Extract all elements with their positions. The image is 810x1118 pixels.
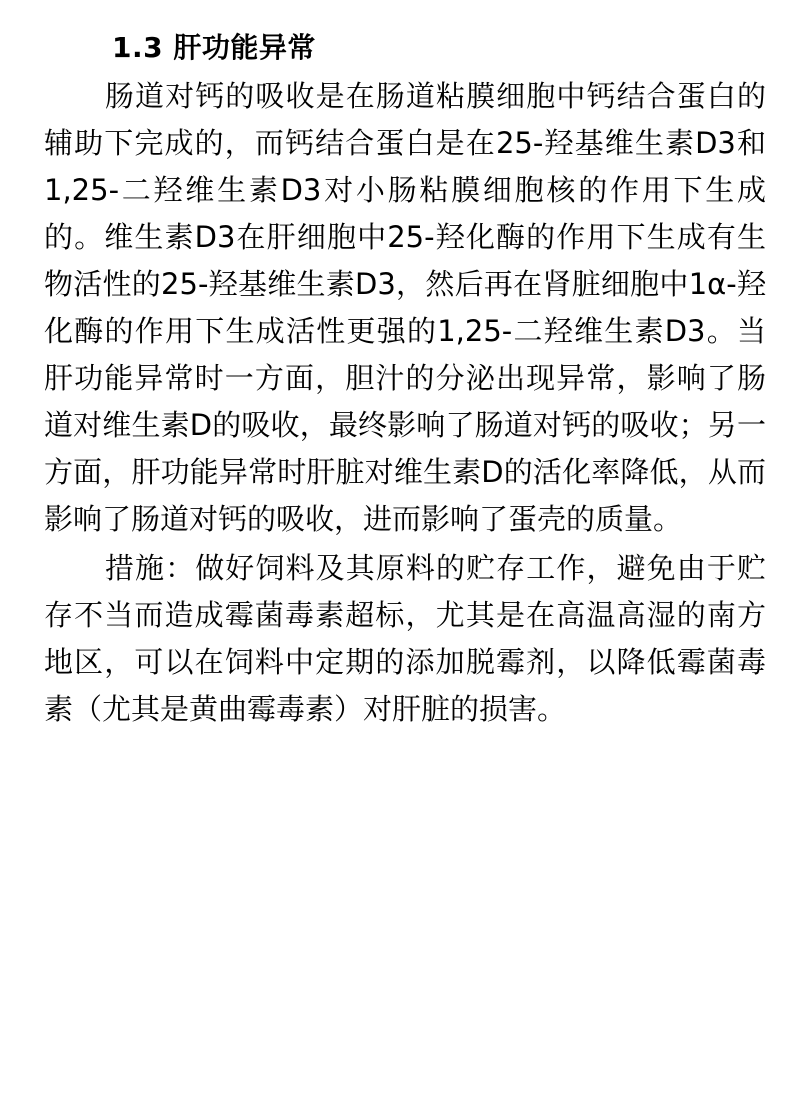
section-heading: 1.3 肝功能异常	[112, 31, 316, 64]
paragraph: 肠道对钙的吸收是在肠道粘膜细胞中钙结合蛋白的辅助下完成的，而钙结合蛋白是在25-羟基维生素D3和1,25-二羟维生素D3对小肠粘膜细胞核的作用下生成的。维生素D3在肝细胞中25-羟化酶的作用下生成有生物活性的25-羟基维生素D3，然后再在肾脏细胞中1α-羟化酶的作用下生成活性更强的1,25-二羟维生素D3。当肝功能异常时一方面，胆汁的分泌出现异常，影响了肠道对维生素D的吸收，最终影响了肠道对钙的吸收；另一方面，肝功能异常时肝脏对维生素D的活化率降低，从而影响了肠道对钙的吸收，进而影响了蛋壳的质量。	[44, 79, 766, 536]
paragraph: 措施：做好饲料及其原料的贮存工作，避免由于贮存不当而造成霉菌毒素超标，尤其是在高温高湿的南方地区，可以在饲料中定期的添加脱霉剂，以降低霉菌毒素（尤其是黄曲霉毒素）对肝脏的损害。	[44, 550, 766, 726]
document-body	[44, 73, 766, 733]
